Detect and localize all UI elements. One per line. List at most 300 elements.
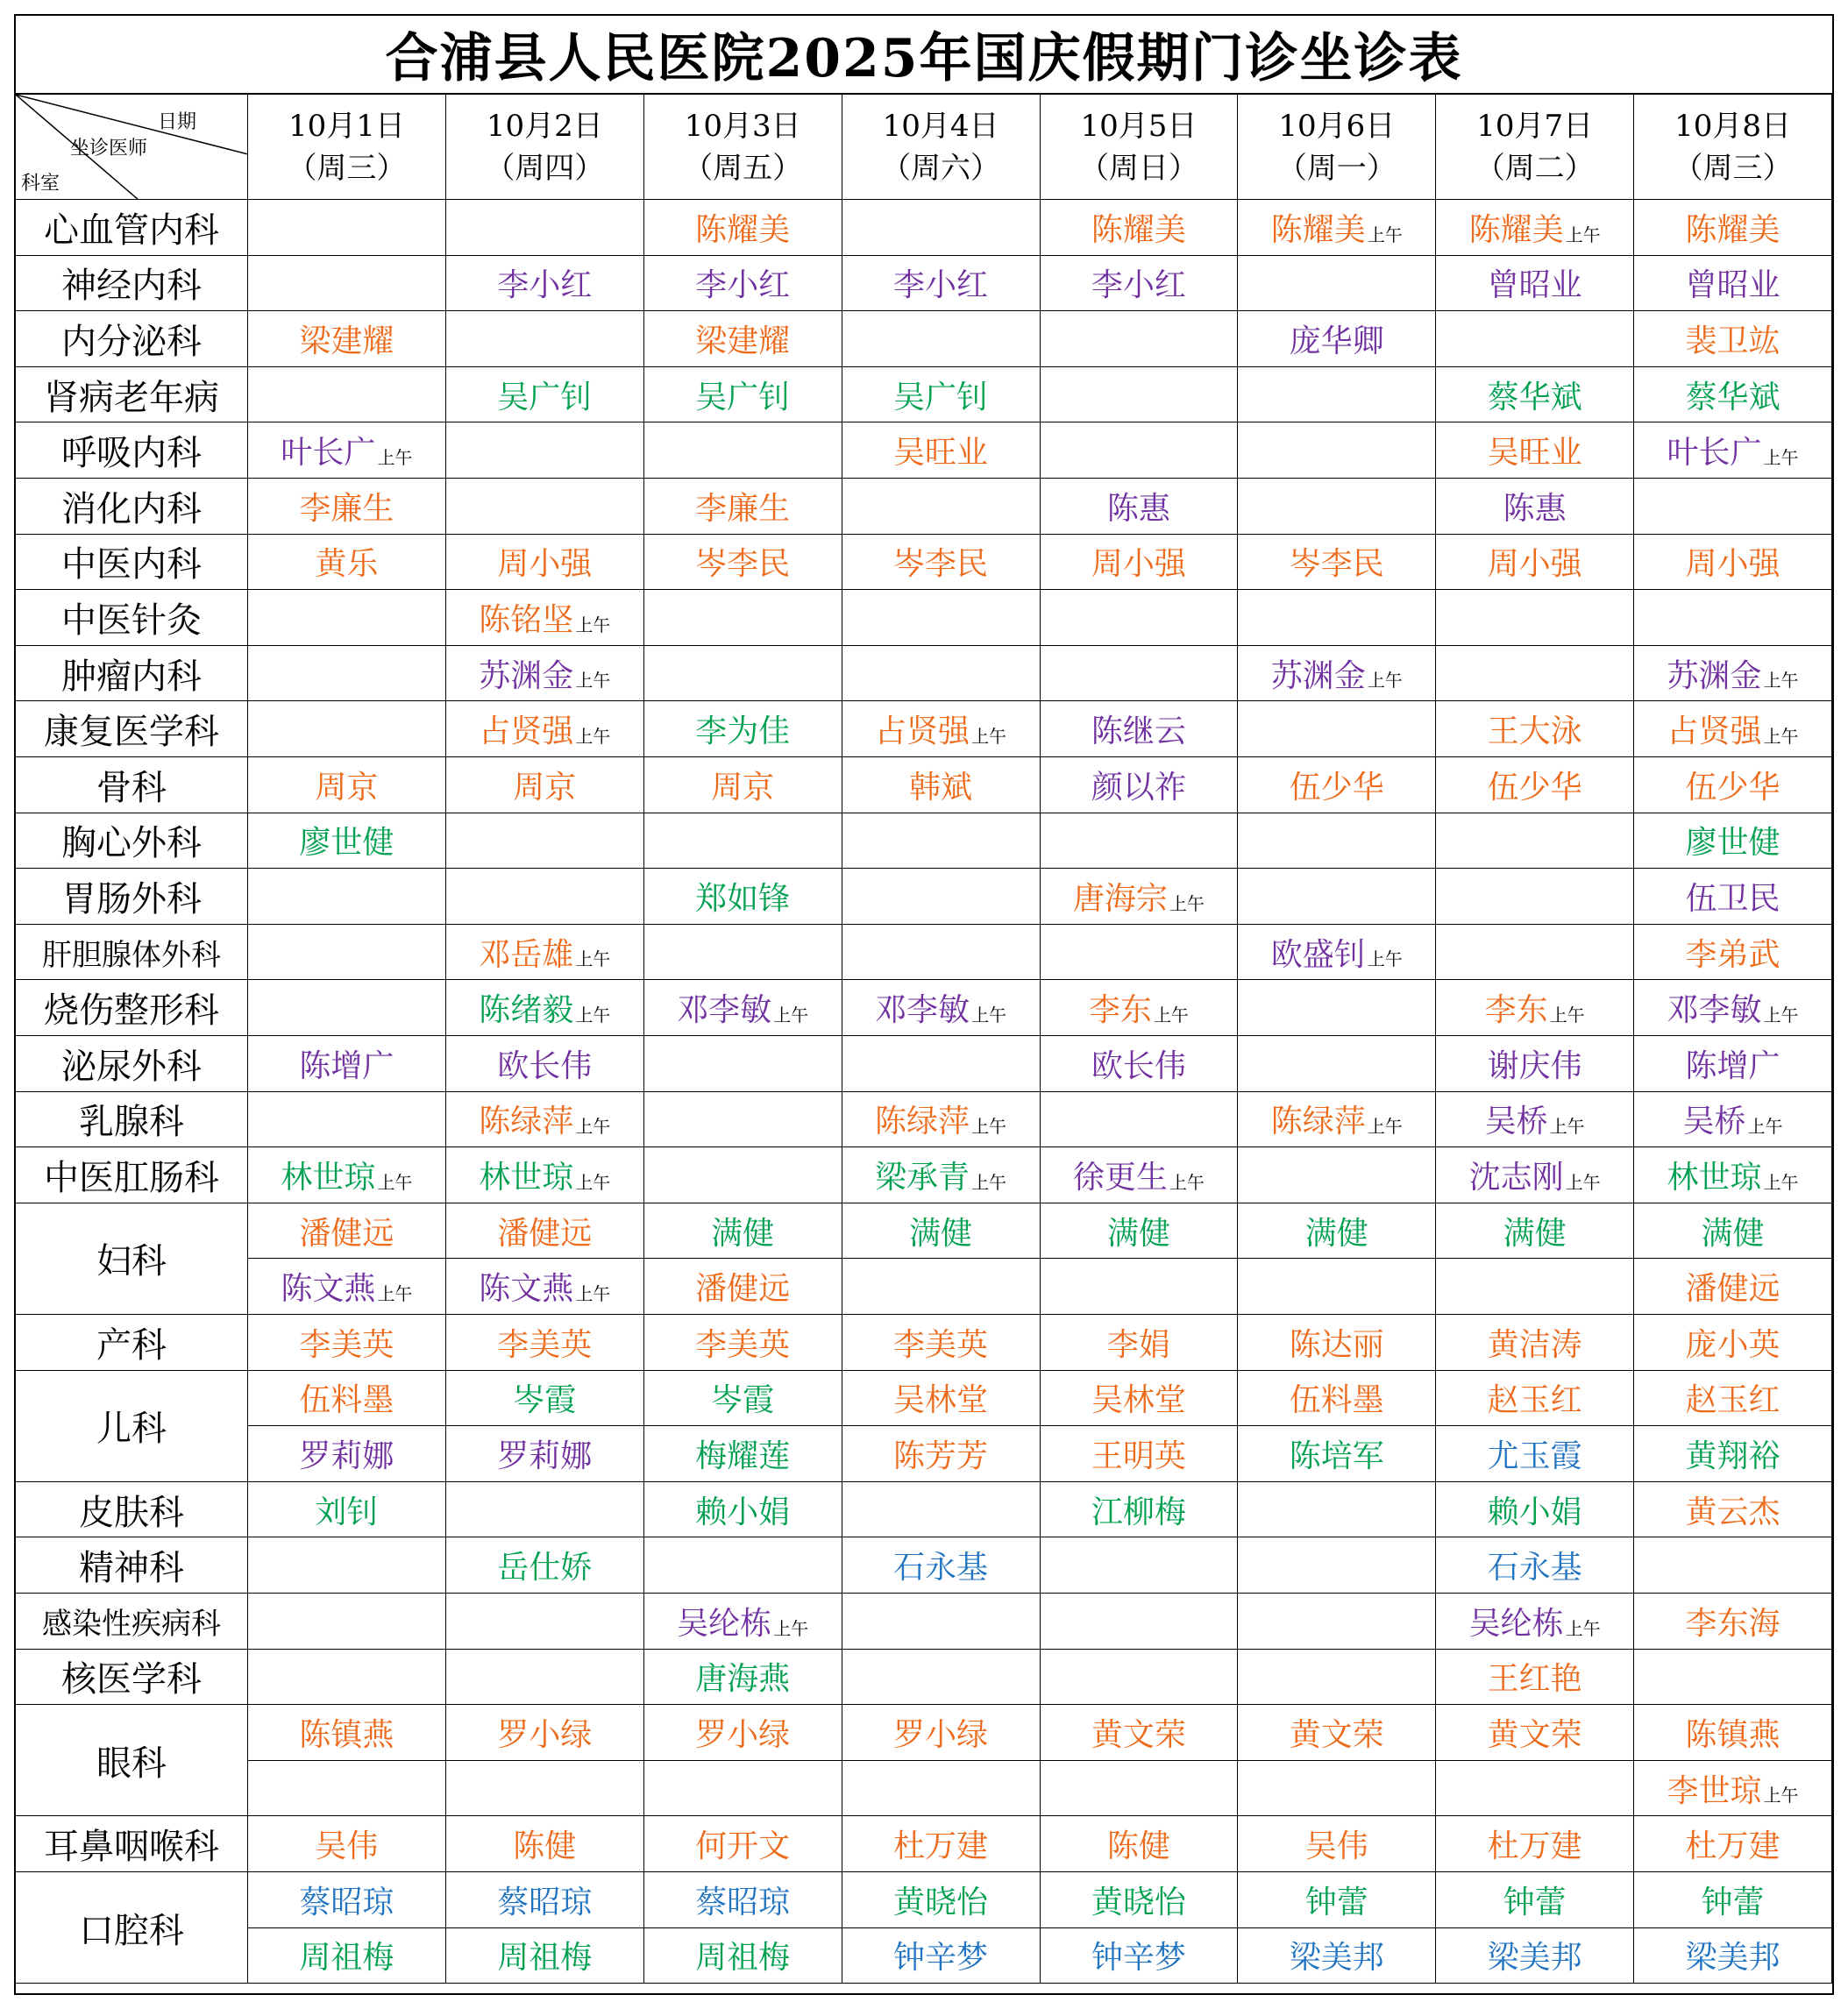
doctor-cell	[1238, 813, 1436, 870]
doctor-cell	[1041, 1426, 1239, 1482]
doctor-cell	[248, 1650, 446, 1706]
doctor-cell	[1634, 1928, 1832, 1984]
doctor-name: 黄文荣	[1091, 1716, 1186, 1753]
date-header	[248, 95, 446, 200]
doctor-name: 李廉生	[695, 490, 791, 527]
doctor-cell	[1041, 980, 1239, 1036]
doctor-cell	[1634, 367, 1832, 423]
doctor-cell	[1041, 1761, 1239, 1817]
doctor-name: 杜万建	[1685, 1828, 1780, 1865]
doctor-name: 陈耀美	[1685, 211, 1780, 248]
doctor-cell	[1238, 1259, 1436, 1315]
doctor-cell	[1634, 1315, 1832, 1371]
doctor-cell	[1634, 925, 1832, 981]
doctor-cell	[1634, 646, 1832, 702]
doctor-cell	[1041, 1537, 1239, 1594]
doctor-cell	[1436, 311, 1634, 367]
doctor-cell	[1238, 701, 1436, 757]
doctor-cell	[248, 1594, 446, 1650]
doctor-cell	[446, 1147, 644, 1203]
doctor-cell	[1634, 1259, 1832, 1315]
date-label: 10月7日	[1476, 108, 1594, 144]
doctor-cell	[1436, 422, 1634, 479]
doctor-cell	[1238, 479, 1436, 535]
session-morning-label: 上午	[575, 1171, 611, 1193]
session-morning-label: 上午	[1763, 1785, 1799, 1807]
doctor-cell	[644, 1761, 842, 1817]
doctor-cell	[1634, 1036, 1832, 1092]
doctor-name: 伍卫民	[1685, 880, 1780, 917]
doctor-cell	[1238, 1594, 1436, 1650]
doctor-name: 梁美邦	[1487, 1940, 1582, 1977]
session-morning-label: 上午	[971, 1171, 1007, 1193]
doctor-name: 王大泳	[1487, 713, 1582, 750]
doctor-cell	[446, 701, 644, 757]
doctor-cell	[842, 256, 1041, 312]
doctor-name: 吴桥	[1484, 1104, 1548, 1140]
weekday-label: （周日）	[1078, 150, 1198, 186]
doctor-cell	[644, 1426, 842, 1482]
doctor-cell	[1634, 200, 1832, 256]
doctor-cell	[1238, 1092, 1436, 1148]
department-name: 中医内科	[16, 535, 248, 591]
doctor-cell	[1436, 1147, 1634, 1203]
doctor-name: 李美英	[497, 1326, 593, 1363]
doctor-name: 吴林堂	[893, 1382, 989, 1419]
weekday-label: （周一）	[1276, 150, 1397, 186]
doctor-cell	[248, 1705, 446, 1761]
doctor-name: 尤玉霞	[1487, 1438, 1582, 1474]
doctor-cell	[1634, 256, 1832, 312]
doctor-cell	[1041, 757, 1239, 813]
doctor-name: 潘健远	[497, 1215, 593, 1252]
doctor-cell	[842, 1036, 1041, 1092]
doctor-name: 李东	[1088, 992, 1152, 1029]
doctor-cell	[1041, 1315, 1239, 1371]
department-name: 消化内科	[16, 479, 248, 535]
doctor-name: 潘健远	[299, 1215, 394, 1252]
doctor-cell	[842, 1426, 1041, 1482]
doctor-cell	[842, 1259, 1041, 1315]
doctor-cell	[248, 479, 446, 535]
doctor-cell	[1634, 1203, 1832, 1260]
department-name: 泌尿外科	[16, 1036, 248, 1092]
doctor-cell	[1436, 980, 1634, 1036]
doctor-cell	[446, 1203, 644, 1260]
doctor-cell	[1634, 1872, 1832, 1928]
doctor-name: 周小强	[1685, 546, 1780, 583]
doctor-cell	[1041, 1650, 1239, 1706]
department-name: 肿瘤内科	[16, 646, 248, 702]
doctor-name: 谢庆伟	[1487, 1047, 1582, 1084]
department-name: 肾病老年病	[16, 367, 248, 423]
doctor-cell	[1238, 422, 1436, 479]
doctor-cell	[446, 256, 644, 312]
date-label: 10月1日	[288, 108, 405, 144]
doctor-cell	[248, 422, 446, 479]
date-label: 10月4日	[882, 108, 999, 144]
doctor-cell	[446, 367, 644, 423]
doctor-cell	[644, 1482, 842, 1538]
doctor-name: 韩斌	[909, 769, 973, 806]
date-label: 10月5日	[1080, 108, 1198, 144]
doctor-cell	[248, 1036, 446, 1092]
session-morning-label: 上午	[773, 1004, 809, 1026]
doctor-name: 赵玉红	[1685, 1382, 1780, 1419]
doctor-cell	[644, 813, 842, 870]
doctor-name: 沈志刚	[1468, 1159, 1564, 1196]
doctor-cell	[248, 1147, 446, 1203]
doctor-cell	[1041, 200, 1239, 256]
doctor-name: 黄云杰	[1685, 1494, 1780, 1530]
doctor-cell	[1238, 646, 1436, 702]
doctor-name: 陈耀美	[695, 211, 791, 248]
header-corner	[16, 95, 248, 200]
doctor-cell	[248, 256, 446, 312]
session-morning-label: 上午	[1763, 670, 1799, 692]
session-morning-label: 上午	[1153, 1004, 1189, 1026]
date-label: 10月8日	[1674, 108, 1792, 144]
doctor-name: 满健	[1304, 1215, 1368, 1252]
doctor-cell	[446, 925, 644, 981]
doctor-cell	[248, 1426, 446, 1482]
weekday-label: （周三）	[287, 150, 407, 186]
date-header	[1238, 95, 1436, 200]
doctor-cell	[1238, 256, 1436, 312]
doctor-cell	[1041, 1705, 1239, 1761]
doctor-cell	[1634, 1147, 1832, 1203]
doctor-cell	[1436, 1371, 1634, 1427]
doctor-name: 岑霞	[513, 1382, 577, 1419]
doctor-name: 陈健	[1106, 1828, 1170, 1865]
department-name: 烧伤整形科	[16, 980, 248, 1036]
doctor-cell	[644, 757, 842, 813]
doctor-name: 欧长伟	[1091, 1047, 1186, 1084]
doctor-cell	[644, 311, 842, 367]
doctor-cell	[1041, 813, 1239, 870]
doctor-cell	[1041, 1259, 1239, 1315]
doctor-name: 吴伟	[1304, 1828, 1368, 1865]
doctor-name: 李小红	[497, 267, 593, 304]
doctor-name: 邓李敏	[875, 992, 970, 1029]
doctor-name: 何开文	[695, 1828, 791, 1865]
doctor-name: 周祖梅	[497, 1940, 593, 1977]
doctor-cell	[1041, 701, 1239, 757]
date-header	[1436, 95, 1634, 200]
doctor-cell	[248, 200, 446, 256]
date-header	[1634, 95, 1832, 200]
doctor-name: 王红艳	[1487, 1661, 1582, 1698]
doctor-name: 满健	[1106, 1215, 1170, 1252]
doctor-name: 岳仕娇	[497, 1550, 593, 1587]
doctor-cell	[1238, 200, 1436, 256]
doctor-cell	[842, 980, 1041, 1036]
doctor-cell	[644, 1816, 842, 1872]
doctor-name: 陈芳芳	[893, 1438, 989, 1474]
doctor-cell	[446, 200, 644, 256]
doctor-name: 梁建耀	[299, 323, 394, 359]
date-label: 10月6日	[1278, 108, 1396, 144]
doctor-cell	[842, 1761, 1041, 1817]
doctor-cell	[248, 1259, 446, 1315]
page-title: 合浦县人民医院2025年国庆假期门诊坐诊表	[16, 16, 1832, 95]
doctor-cell	[842, 1816, 1041, 1872]
doctor-cell	[1634, 813, 1832, 870]
doctor-cell	[248, 925, 446, 981]
doctor-cell	[644, 1705, 842, 1761]
doctor-cell	[446, 869, 644, 925]
doctor-name: 吴广钊	[497, 379, 593, 415]
date-header	[446, 95, 644, 200]
doctor-name: 黄晓怡	[1091, 1884, 1186, 1920]
session-morning-label: 上午	[575, 614, 611, 635]
department-name: 皮肤科	[16, 1482, 248, 1538]
doctor-cell	[644, 1650, 842, 1706]
doctor-cell	[1041, 1594, 1239, 1650]
doctor-cell	[248, 535, 446, 591]
doctor-cell	[1436, 869, 1634, 925]
weekday-label: （周二）	[1475, 150, 1595, 186]
doctor-name: 伍料墨	[1289, 1382, 1384, 1419]
doctor-cell	[842, 1092, 1041, 1148]
doctor-name: 吴林堂	[1091, 1382, 1186, 1419]
session-morning-label: 上午	[1367, 948, 1403, 970]
doctor-name: 黄文荣	[1289, 1716, 1384, 1753]
doctor-name: 李世琼	[1667, 1772, 1762, 1809]
doctor-name: 钟辛梦	[893, 1940, 989, 1977]
doctor-name: 吴伟	[315, 1828, 379, 1865]
doctor-name: 蔡昭琼	[299, 1884, 394, 1920]
doctor-cell	[1238, 1482, 1436, 1538]
department-name: 中医针灸	[16, 590, 248, 646]
weekday-label: （周五）	[683, 150, 803, 186]
doctor-name: 林世琼	[281, 1159, 376, 1196]
weekday-label: （周六）	[881, 150, 1001, 186]
doctor-name: 周京	[513, 769, 577, 806]
doctor-cell	[842, 1650, 1041, 1706]
doctor-cell	[842, 813, 1041, 870]
doctor-cell	[1634, 701, 1832, 757]
doctor-cell	[644, 701, 842, 757]
doctor-cell	[248, 813, 446, 870]
doctor-cell	[1436, 1705, 1634, 1761]
doctor-cell	[446, 980, 644, 1036]
doctor-cell	[1238, 535, 1436, 591]
doctor-cell	[248, 1203, 446, 1260]
doctor-cell	[1041, 1928, 1239, 1984]
department-name: 心血管内科	[16, 200, 248, 256]
doctor-cell	[1436, 1092, 1634, 1148]
doctor-cell	[1436, 1816, 1634, 1872]
doctor-name: 李小红	[695, 267, 791, 304]
department-name: 内分泌科	[16, 311, 248, 367]
department-name: 儿科	[16, 1371, 248, 1482]
doctor-cell	[1634, 1092, 1832, 1148]
doctor-cell	[446, 1705, 644, 1761]
doctor-name: 梁美邦	[1685, 1940, 1780, 1977]
doctor-cell	[1238, 1426, 1436, 1482]
doctor-cell	[1238, 311, 1436, 367]
doctor-cell	[1634, 1426, 1832, 1482]
doctor-cell	[248, 1371, 446, 1427]
doctor-cell	[842, 311, 1041, 367]
doctor-name: 周小强	[1487, 546, 1582, 583]
session-morning-label: 上午	[575, 1004, 611, 1026]
doctor-cell	[446, 422, 644, 479]
doctor-name: 陈增广	[299, 1047, 394, 1084]
doctor-cell	[248, 1315, 446, 1371]
doctor-name: 梁美邦	[1289, 1940, 1384, 1977]
doctor-cell	[1238, 980, 1436, 1036]
corner-doctor-label: 坐诊医师	[70, 138, 148, 160]
doctor-name: 曾昭业	[1685, 267, 1780, 304]
doctor-cell	[446, 535, 644, 591]
doctor-cell	[1041, 1036, 1239, 1092]
doctor-cell	[1634, 590, 1832, 646]
doctor-cell	[842, 367, 1041, 423]
doctor-cell	[842, 1928, 1041, 1984]
doctor-name: 廖世健	[299, 825, 394, 862]
doctor-cell	[248, 1092, 446, 1148]
doctor-cell	[446, 1761, 644, 1817]
doctor-cell	[1634, 535, 1832, 591]
session-morning-label: 上午	[971, 725, 1007, 747]
doctor-cell	[1436, 590, 1634, 646]
doctor-name: 陈增广	[1685, 1047, 1780, 1084]
doctor-name: 欧长伟	[497, 1047, 593, 1084]
department-name: 神经内科	[16, 256, 248, 312]
doctor-cell	[1238, 1315, 1436, 1371]
doctor-cell	[644, 1872, 842, 1928]
doctor-cell	[1634, 1537, 1832, 1594]
doctor-cell	[1238, 925, 1436, 981]
doctor-name: 李弟武	[1685, 936, 1780, 973]
doctor-cell	[1436, 813, 1634, 870]
doctor-cell	[1238, 590, 1436, 646]
doctor-cell	[446, 1426, 644, 1482]
doctor-cell	[1238, 367, 1436, 423]
doctor-cell	[446, 1371, 644, 1427]
doctor-cell	[644, 1315, 842, 1371]
session-morning-label: 上午	[773, 1617, 809, 1639]
doctor-name: 陈绪毅	[479, 992, 574, 1029]
doctor-name: 邓李敏	[677, 992, 772, 1029]
department-name: 核医学科	[16, 1650, 248, 1706]
doctor-name: 伍料墨	[299, 1382, 394, 1419]
doctor-cell	[842, 1315, 1041, 1371]
doctor-name: 伍少华	[1685, 769, 1780, 806]
doctor-cell	[1041, 1816, 1239, 1872]
doctor-cell	[1041, 422, 1239, 479]
doctor-name: 岑李民	[1289, 546, 1384, 583]
doctor-cell	[842, 1537, 1041, 1594]
session-morning-label: 上午	[1565, 1617, 1601, 1639]
doctor-cell	[1041, 1482, 1239, 1538]
doctor-name: 陈健	[513, 1828, 577, 1865]
doctor-cell	[1634, 869, 1832, 925]
doctor-name: 周小强	[1091, 546, 1186, 583]
doctor-name: 钟辛梦	[1091, 1940, 1186, 1977]
doctor-name: 李美英	[893, 1326, 989, 1363]
doctor-cell	[248, 1928, 446, 1984]
doctor-name: 陈绿萍	[1270, 1104, 1366, 1140]
doctor-cell	[446, 590, 644, 646]
doctor-cell	[1238, 1761, 1436, 1817]
doctor-name: 李东海	[1685, 1605, 1780, 1642]
doctor-name: 陈文燕	[479, 1271, 574, 1308]
doctor-cell	[1238, 869, 1436, 925]
doctor-cell	[842, 869, 1041, 925]
session-morning-label: 上午	[1549, 1004, 1585, 1026]
doctor-cell	[644, 367, 842, 423]
department-name: 妇科	[16, 1203, 248, 1315]
doctor-cell	[1436, 1482, 1634, 1538]
doctor-cell	[248, 367, 446, 423]
department-name: 胃肠外科	[16, 869, 248, 925]
doctor-cell	[1041, 869, 1239, 925]
doctor-cell	[446, 813, 644, 870]
doctor-cell	[644, 479, 842, 535]
doctor-cell	[1436, 701, 1634, 757]
doctor-name: 苏渊金	[1270, 657, 1366, 694]
doctor-name: 徐更生	[1072, 1159, 1168, 1196]
doctor-cell	[842, 1203, 1041, 1260]
department-name: 产科	[16, 1315, 248, 1371]
doctor-cell	[248, 1537, 446, 1594]
corner-date-label: 日期	[158, 111, 197, 133]
doctor-cell	[1041, 535, 1239, 591]
doctor-name: 邓岳雄	[479, 936, 574, 973]
doctor-cell	[1436, 1594, 1634, 1650]
weekday-label: （周四）	[485, 150, 605, 186]
doctor-name: 岑李民	[893, 546, 989, 583]
doctor-name: 李娟	[1106, 1326, 1170, 1363]
doctor-cell	[1041, 1092, 1239, 1148]
session-morning-label: 上午	[1565, 224, 1601, 245]
doctor-name: 江柳梅	[1091, 1494, 1186, 1530]
doctor-name: 黄文荣	[1487, 1716, 1582, 1753]
doctor-cell	[1634, 1371, 1832, 1427]
doctor-cell	[842, 1371, 1041, 1427]
doctor-cell	[1041, 256, 1239, 312]
department-name: 口腔科	[16, 1872, 248, 1984]
doctor-cell	[1238, 1203, 1436, 1260]
doctor-cell	[842, 479, 1041, 535]
department-name: 眼科	[16, 1705, 248, 1816]
doctor-cell	[248, 701, 446, 757]
doctor-name: 占贤强	[1667, 713, 1762, 750]
doctor-cell	[248, 1872, 446, 1928]
doctor-name: 罗莉娜	[497, 1438, 593, 1474]
session-morning-label: 上午	[971, 1004, 1007, 1026]
doctor-name: 陈耀美	[1468, 211, 1564, 248]
doctor-name: 吴旺业	[1487, 435, 1582, 472]
doctor-name: 裴卫竑	[1685, 323, 1780, 359]
doctor-cell	[1041, 590, 1239, 646]
doctor-cell	[446, 1315, 644, 1371]
doctor-name: 钟蕾	[1701, 1884, 1765, 1920]
doctor-cell	[644, 1203, 842, 1260]
doctor-cell	[248, 590, 446, 646]
doctor-cell	[842, 1705, 1041, 1761]
doctor-cell	[1634, 1761, 1832, 1817]
doctor-cell	[1436, 1928, 1634, 1984]
doctor-name: 石永基	[1487, 1550, 1582, 1587]
session-morning-label: 上午	[575, 670, 611, 692]
doctor-name: 廖世健	[1685, 825, 1780, 862]
date-header	[644, 95, 842, 200]
department-name: 乳腺科	[16, 1092, 248, 1148]
